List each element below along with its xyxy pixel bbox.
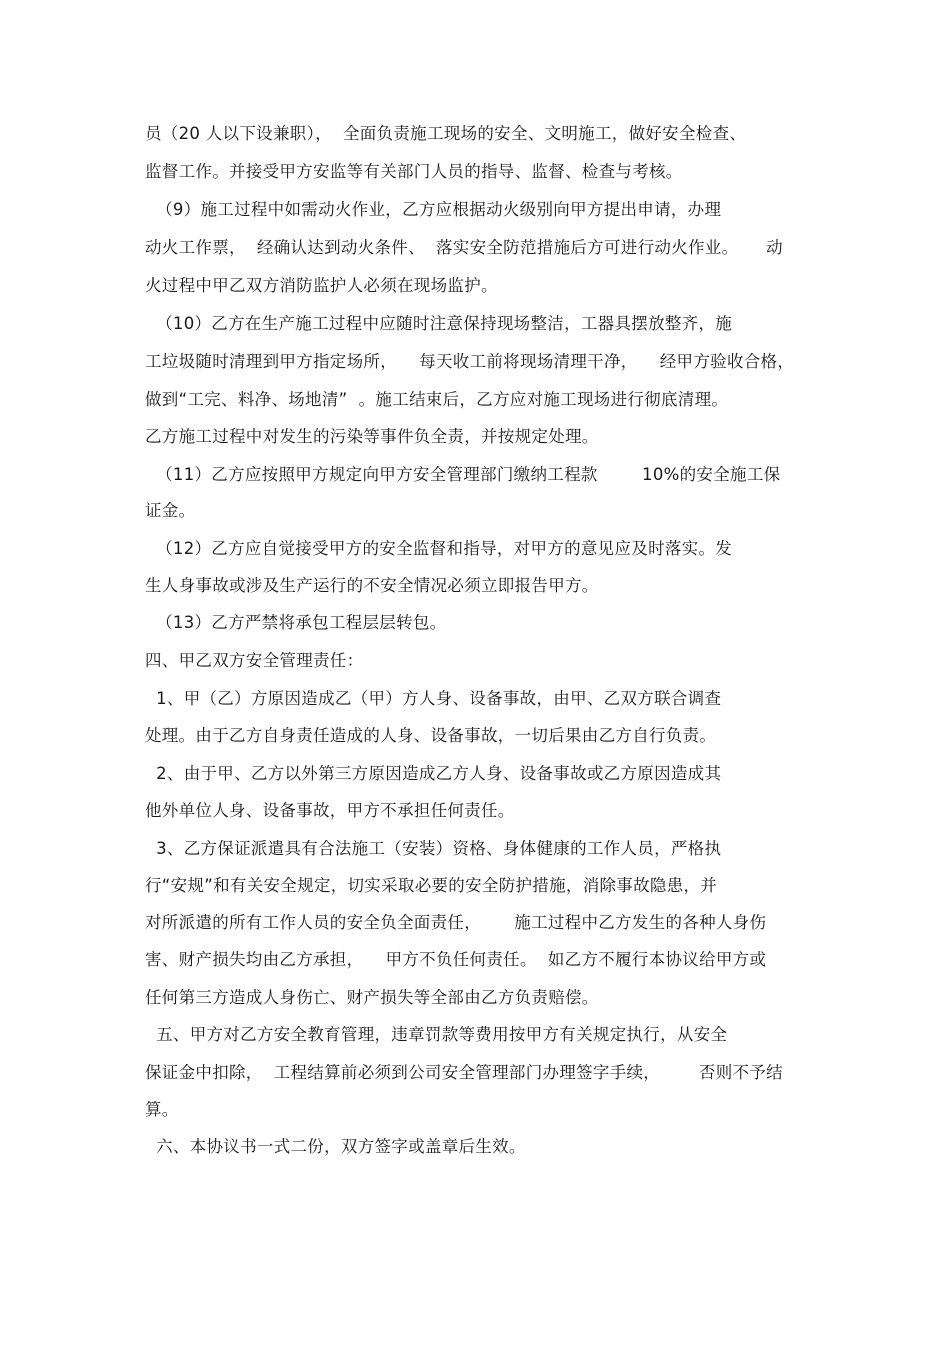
text-line: 他外单位人身、设备事故，甲方不承担任何责任。 bbox=[145, 801, 515, 820]
text-line: （10）乙方在生产施工过程中应随时注意保持现场整洁，工器具摆放整齐，施 bbox=[145, 314, 733, 333]
text-line: 处理。由于乙方自身责任造成的人身、设备事故，一切后果由乙方自行负责。 bbox=[145, 726, 717, 745]
text-line: 2、由于甲、乙方以外第三方原因造成乙方人身、设备事故或乙方原因造成其 bbox=[145, 764, 722, 783]
text-line: 证金。 bbox=[145, 501, 196, 520]
text-line: 任何第三方造成人身伤亡、财产损失等全部由乙方负责赔偿。 bbox=[145, 988, 599, 1007]
section-heading: 四、甲乙双方安全管理责任： bbox=[145, 651, 364, 670]
text-line: 对所派遣的所有工作人员的安全负全面责任， 施工过程中乙方发生的各种人身伤 bbox=[145, 913, 767, 932]
text-line: 动火工作票， 经确认达到动火条件、 落实安全防范措施后方可进行动火作业。 动 bbox=[145, 238, 783, 257]
text-line: （11）乙方应按照甲方规定向甲方安全管理部门缴纳工程款 10%的安全施工保 bbox=[145, 465, 781, 484]
text-line: 3、乙方保证派遣具有合法施工（安装）资格、身体健康的工作人员，严格执 bbox=[145, 839, 722, 858]
text-line: 监督工作。并接受甲方安监等有关部门人员的指导、监督、检查与考核。 bbox=[145, 162, 683, 181]
text-line: （13）乙方严禁将承包工程层层转包。 bbox=[145, 613, 447, 632]
text-line: 乙方施工过程中对发生的污染等事件负全责，并按规定处理。 bbox=[145, 427, 599, 446]
text-line: 做到“工完、料净、场地清” 。施工结束后，乙方应对施工现场进行彻底清理。 bbox=[145, 390, 729, 409]
text-line: （9）施工过程中如需动火作业，乙方应根据动火级别向甲方提出申请，办理 bbox=[145, 200, 722, 219]
section-heading: 五、甲方对乙方安全教育管理，违章罚款等费用按甲方有关规定执行，从安全 bbox=[145, 1025, 728, 1044]
text-line: 保证金中扣除， 工程结算前必须到公司安全管理部门办理签字手续， 否则不予结 bbox=[145, 1063, 783, 1082]
text-line: （12）乙方应自觉接受甲方的安全监督和指导，对甲方的意见应及时落实。发 bbox=[145, 539, 733, 558]
text-line: 火过程中甲乙双方消防监护人必须在现场监护。 bbox=[145, 276, 498, 295]
text-line: 工垃圾随时清理到甲方指定场所， 每天收工前将现场清理干净， 经甲方验收合格， bbox=[145, 352, 795, 371]
text-line: 算。 bbox=[145, 1100, 179, 1119]
section-heading: 六、本协议书一式二份，双方签字或盖章后生效。 bbox=[145, 1137, 526, 1156]
text-line: 1、甲（乙）方原因造成乙（甲）方人身、设备事故，由甲、乙双方联合调查 bbox=[145, 689, 722, 708]
text-line: 员（20 人以下设兼职）， 全面负责施工现场的安全、文明施工，做好安全检查、 bbox=[145, 124, 747, 143]
text-line: 害、财产损失均由乙方承担， 甲方不负任何责任。 如乙方不履行本协议给甲方或 bbox=[145, 950, 767, 969]
text-line: 行“安规”和有关安全规定，切实采取必要的安全防护措施，消除事故隐患，并 bbox=[145, 876, 718, 895]
text-line: 生人身事故或涉及生产运行的不安全情况必须立即报告甲方。 bbox=[145, 576, 599, 595]
